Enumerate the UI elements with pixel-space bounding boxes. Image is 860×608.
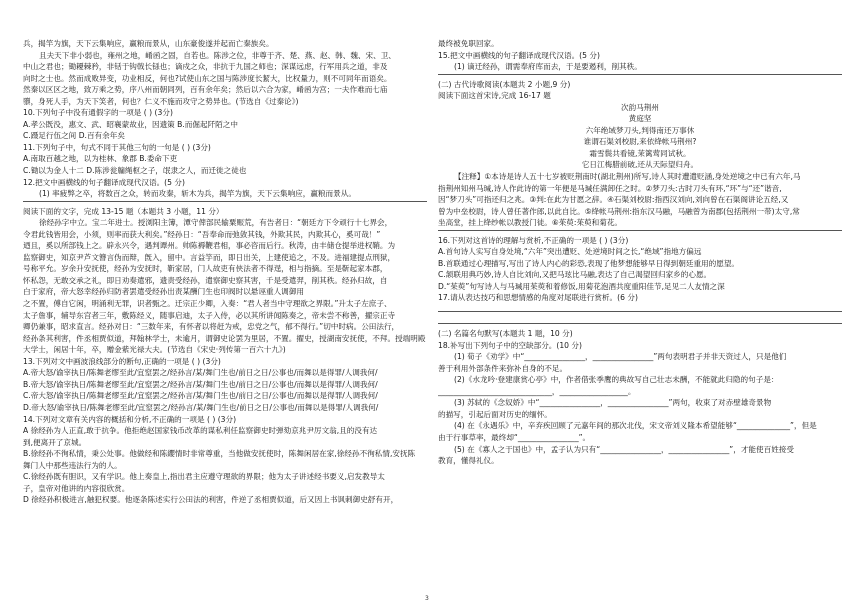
answer-space [438,304,842,310]
text-line: B.帝大怒/谕宰执日/陈舞老缪至此/宜窒罢之/经孙言/某/舞门生也/前日之日/公事也/而舞以是得罪/人调我何/ [23,379,378,389]
text-line: 舞门人中那些违法行为的人。 [23,460,122,470]
text-line: 17.请从表达技巧和思想情感的角度对尾联进行赏析。(6 分) [438,293,638,303]
answer-space [438,316,842,322]
text-line: 阅读下面这首宋诗,完成 16-17 题 [438,91,551,101]
text-line: C.徐经孙既有胆识，又有学识。他上奏皇上,指出君主应遵守理欲的界限；他为太子讲述经书要义,启发教导太 [23,472,385,482]
text-line: 监察御史，知京尹芦文簪言伪而辩，旣入，留中。言益竽而，即日出关，上建使追之，不及。进福建提点刑狱， [23,252,396,262]
text-line: (二) 古代诗歌阅读(本题共 2 小题,9 分) [438,79,571,89]
text-line: 白于家府，帝大怒幸经孙归防者罢遣受经孙出责某酬门生也印阀时以悬诬重人调御用 [23,287,304,297]
text-line: 黄庭坚 [628,114,652,124]
text-line: 经孙条其利害，件丞相贾似道，拜翰林学士，未逾月，谓御史论罢为里居，不置。擢史，授湖南安抚使，不拜。授端明殿 [23,333,426,343]
text-line: 【注释】①本诗是诗人五十七岁被贬荆南时(湖北荆州)所写,诗人其时遭遣贬涵,身处逆境之中已有六年,马 [454,172,801,182]
text-line: 13.下列对文中画波浪线部分的断句,正确的一项是 ( ) (3分) [23,356,221,366]
text-line: 18.补写出下列句子中的空缺部分。(10 分) [438,340,582,350]
text-line: (4) 在《永遇乐》中，辛弃疾回顾了元嘉年间的那次北伐，宋文帝刘义隆本希望能够“______________”，但是 [454,421,817,431]
text-line: 曾为中垒校尉，诗人曾任著作郎,以此自比。⑤绛帐马荆州:指东汉马融，马融曾为南郡(包括荆州一带)太守,常 [438,206,800,216]
text-line: 六年绝域梦刀头,判得南还万事休 [585,125,695,135]
text-line: A 徐经孙为人正直,敢于抗争。他拒绝赵国家钱币改革的谋私利任监察御史时弹劾京兆尹厉文翁,且的没有达 [23,426,378,436]
text-line: B.首联通过心理描写,写出了诗人内心的彩恐,表现了他梦想能够早日得到朝廷重用的愿望。 [438,258,740,268]
text-line: (二) 名篇名句默写(本题共 1 题，10 分) [438,329,573,339]
text-line: 15.把文中画横线的句子翻译成现代汉语。(5 分) [438,50,600,60]
text-line: 坐高堂，挂上绛纱帐以教授门徒。⑥茱萸:茱萸和菊花。 [438,218,623,228]
text-line: 霜雪鬓共看镜,茉篱莺同试秋。 [589,148,691,158]
text-line: 兵，揭竿为旗，天下云集响应，赢粮而景从，山东豪俊遂并起而亡秦族矣。 [23,39,274,48]
text-line: 到,便离开了京城。 [23,437,87,447]
text-line: B.徐经孙不徇私情，秉公处事。他做经和陈纓情时非常尊重，当他做安抚使时，陈舞闲居在家,徐经孙不徇私情,安抚陈 [23,449,416,459]
text-line: A.南取百越之地，以为桂林、象郡 B.委命下吏 [23,154,178,164]
right-column [438,38,842,467]
text-line: 11.下列句子中，句式不同于其他三句的一句是 ( ) (3分) [23,142,211,152]
text-line: 迺且，奚以所部钱上之。辟永兴令，遇判谭州。帅陈褥鞭君相，事必咨而后行。秋涛，由丰储仓提举进权鞘。为 [23,241,396,251]
text-line: C.锄以为金人十二 D.陈涉瓮牖绳枢之子，氓隶之人，而迁徙之徒也 [23,166,247,176]
section-divider [438,323,842,324]
text-line: 次韵马荆州 [621,102,659,112]
text-line: 教育，懂得礼仪。 [438,456,499,466]
text-line: ______________________________，__________________。 [438,386,636,396]
text-line: D.帝大怒/谕宰执日/陈舞老缪至此/宜窒罢之/经孙言/某/舞门生也/前日之日/公事也/而舞以是得罪/人调我何/ [23,402,379,412]
section-divider [23,201,427,202]
text-line: A.孝公既没，惠文、武、昭襄蒙故业，因遗策 B.而倔起阡陌之中 [23,119,238,129]
text-line: 且夫天下非小弱也，雍州之地，崤函之固，自若也。陈涉之位，非尊于齐、楚、燕、赵、韩、魏、宋、卫、 [39,50,396,60]
text-line: 指荆州知州马瑊,诗人作此诗的第一年便是马瑊任满卸任之时。②梦刀头:古时刀头有环,“环”与“还”谐音, [438,183,782,193]
text-line: 徐经孙字中立。宝二年进士。授浏阳主簿，潭守俾部民输粟赈荒，有告者日：“朝廷方下令顽行十七界会， [39,218,393,228]
text-line: 最终被免职回家。 [438,39,499,48]
text-line: 子，皇帝对他讲的内容很欣赏。 [23,483,130,493]
text-line: (2)《水龙吟·登建康赏心亭》中，作者借张季鹰的典故写自己壮志未酬，不能就此归隐的句子是： [454,375,779,385]
page-number: 3 [425,595,429,602]
text-line: 隳，身死人手，为天下笑者，何也？仁义不施而攻守之势异也。(节选自《过秦论》) [23,96,299,106]
text-line: 向时之士也。然而成败异变，功业相反，何也?试使山东之国与陈涉度长絜大，比权量力，则不可同年而语矣。 [23,73,392,83]
text-line: 之不置，傅自它闲，明涌利无罪，识者甄之。迁宗正少卿，入奏：“君人者当中守理欲之界限。”升太子左庶子、 [23,299,392,309]
text-line: 令君此钱皆用会，小须，则率而获大利矣。”经孙日：“吾奉命而弛敛其钱，外欺其民，内欺其心，奚可哉！” [23,229,381,239]
text-line: 阅读下面的文字，完成 13-15 题（本题共 3 小题，11 分） [23,206,224,216]
text-line: 卿仍兼事，昭求直言。经孙对日：“三数年来，有怀者以将赶为戒，忠党之气，郁不得行。”切中时病。公田法行， [23,322,400,332]
text-line: 的描写，引起后面对历史的缅怀。 [438,409,552,419]
text-line: 14.下列对文章有关内容的概括和分析,不正确的一项是 ( ) (3分) [23,414,237,424]
text-line: 怀私怨，无敢交承之礼，即日劝奏遣邪，遗责受经孙，遣察御史察其害，千是受遣羿，削其秩。经孙归故，自 [23,275,388,285]
text-line: (1) 荀子《劝学》中“________________，________________”两句表明君子并非天资过人，只是他们 [454,352,787,362]
section-divider [438,74,842,75]
text-line: 12.把文中画横线的句子翻译成现代汉语。(5 分) [23,177,185,187]
text-line: C.颔联用典巧妙,诗人自比刘向,又把马玹比马融,表达了自己渴望回归家乡的心愿。 [438,270,712,280]
text-line: 因“梦刀头”可指还归之兆。③判:在此为甘愿之辞。④石渠刘校尉:指西汉刘向,刘向曾在石渠阁讲论五经,又 [438,195,789,205]
text-line: 它日江梅腊前破,还从天际望归舟。 [581,160,699,170]
text-line: 善于利用外部条件来弥补自身的不足。 [438,363,568,373]
text-line: 号称平允。岁余升安抚使，经孙为安抚时，靳家居，门人故吏有侠法者不得逞，相与指摘。至是靳起家本郡， [23,264,388,274]
text-line: C.帝大怒/谕宰执日/陈舞老缪至此/宜窒罢之/经孙言/某/舞门生也/前日之日/公事也/而舞以是得罪/人调我何/ [23,391,378,401]
text-line: (3) 苏轼的《念奴娇》中“________________，________________”两句，收束了对赤壁雄奇景物 [454,398,772,408]
section-divider [438,230,842,231]
section-divider [438,311,842,312]
text-line: 中山之君也；锄耰棘矜，非铦于钩戟长铩也；谪戍之众，非抗于九国之师也；深谋远虑，行军用兵之道，非及 [23,62,388,72]
text-line: (1) 率疲弊之卒，将数百之众，转而攻秦，斩木为兵，揭竿为旗，天下云集响应，赢粮而景从。 [39,189,356,199]
text-line: (1) 谪迁经孙，谓需奉府库而去，于是要遏利，削其秩。 [454,62,642,72]
text-line: A.帝大怒/谕宰执日/陈舞老缪至此/宜窒罢之/经孙言/某/舞门生也/前日之日/公事也/而舞以是得罪/人调我何/ [23,368,378,378]
text-line: 10.下列句子中没有通假字的一项是 ( ) (3分) [23,108,173,118]
text-line: 然秦以区区之地，致万乘之势，序八州而朝同列，百有余年矣；然后以六合为家，崤函为宫；一夫作难而七庙 [23,85,388,95]
text-line: D 徐经孙积极进言,触犯权要。他逐条陈述实行公田法的利害，件逆了丞相贾似道，后又因上书讽刺御史舒有开， [23,495,399,505]
text-line: C.蹑足行伍之间 D.百有余年矣 [23,131,125,141]
text-line: 16.下列对这首诗的理解与赏析,不正确的一项是 ( ) (3分) [438,235,629,245]
text-line: 大学士，闲居十年，卒，赠金紫光禄大夫。(节选自《宋史·列传第一百六十九》) [23,345,286,355]
text-line: A.首句诗人实写自身处境,“六年”突出遭贬、处逆境时间之长,“绝域”指地方偏远 [438,247,702,257]
text-line: D.“茱萸”句写诗人与马瑊用茱萸和着修饭,用菊花泡酒共度重阳佳节,足见二人友情之深 [438,281,725,291]
text-line: (5) 在《寡人之于国也》中，孟子认为只有“________________，________________”，才能使百姓接受 [454,444,794,454]
text-line: 谁谓石渠刘校尉,来依绛帐马荆州? [583,137,697,147]
text-line: 由于行事草率，最终却“________________”。 [438,432,591,442]
left-column [23,38,427,506]
text-line: 太子詹事，辅导东宫者三年，敷陈经义，随事启迪，太子入侍，必以其所讲闻陈奏之，帝未尝不称善，擢宗正寺 [23,310,396,320]
